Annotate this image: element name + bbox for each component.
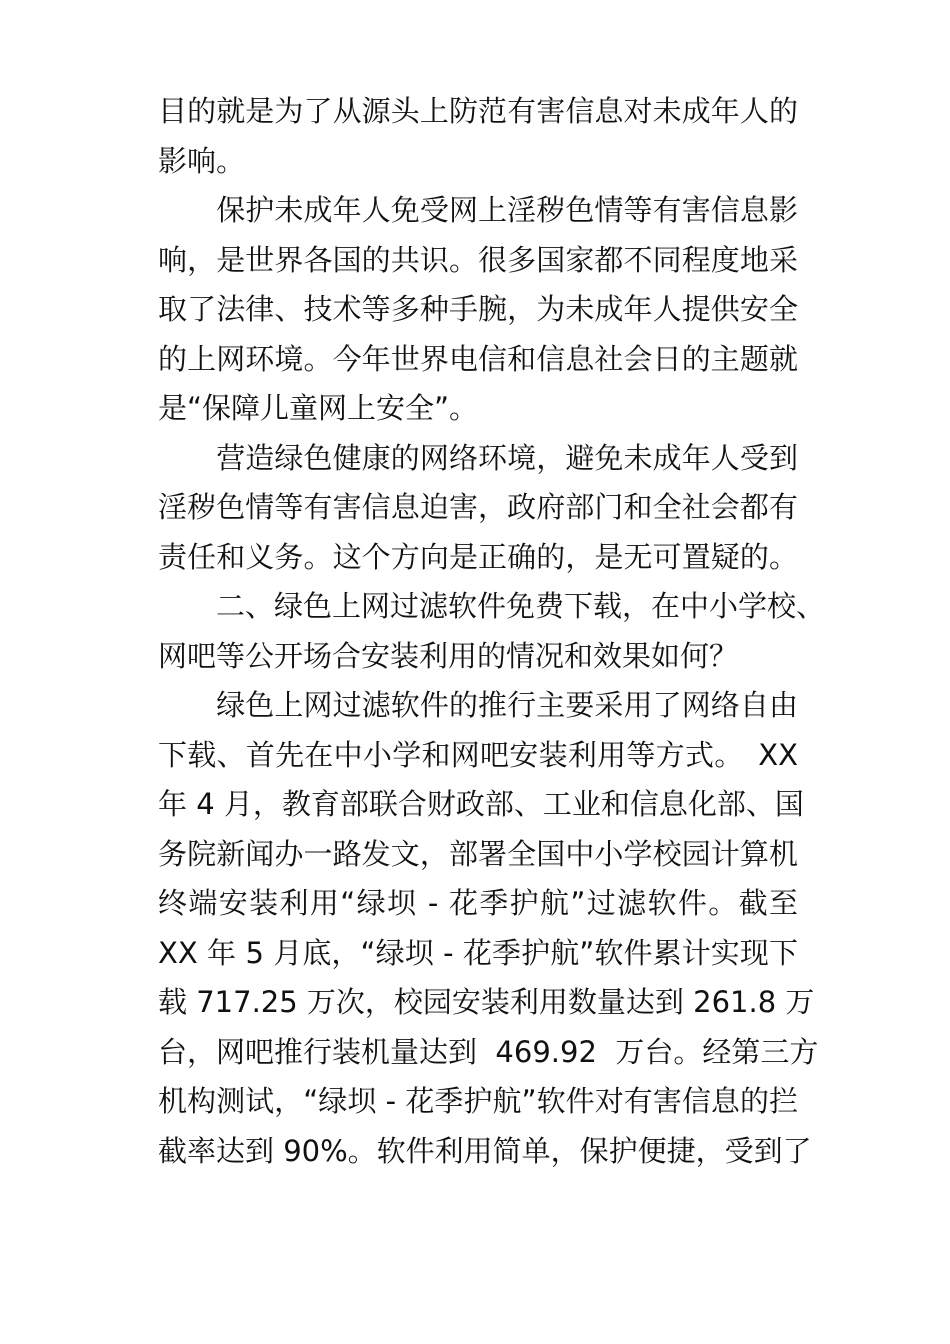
text-line: 的上网环境。今年世界电信和信息社会日的主题就	[158, 341, 798, 376]
text-line: 网吧等公开场合安装利用的情况和效果如何？	[158, 638, 739, 673]
text-line: 载 717.25 万次，校园安装利用数量达到 261.8 万	[158, 985, 815, 1019]
text-line: 淫秽色情等有害信息迫害，政府部门和全社会都有	[158, 490, 798, 524]
text-line: 机构测试，“绿坝 - 花季护航”软件对有害信息的拦	[158, 1084, 798, 1118]
text-line: 目的就是为了从源头上防范有害信息对未成年人的	[158, 94, 798, 128]
text-line: 响，是世界各国的共识。很多国家都不同程度地采	[158, 242, 798, 277]
text-line: 取了法律、技术等多种手腕，为未成年人提供安全	[158, 292, 798, 326]
text-line: 二、绿色上网过滤软件免费下载，在中小学校、	[158, 589, 826, 623]
text-line: 年 4 月，教育部联合财政部、工业和信息化部、国	[158, 787, 804, 821]
text-line: 台，网吧推行装机量达到 469.92 万台。经第三方	[158, 1034, 819, 1069]
text-line: 营造绿色健康的网络环境，避免未成年人受到	[158, 440, 798, 475]
text-line: 责任和义务。这个方向是正确的，是无可置疑的。	[158, 539, 798, 574]
text-line: 终端安装利用“绿坝 - 花季护航”过滤软件。截至	[158, 886, 798, 920]
text-line: 截率达到 90%。软件利用简单，保护便捷，受到了	[158, 1133, 812, 1168]
text-line: XX 年 5 月底，“绿坝 - 花季护航”软件累计实现下	[158, 935, 798, 970]
text-line: 下载、首先在中小学和网吧安装利用等方式。 XX	[158, 737, 798, 772]
text-line: 绿色上网过滤软件的推行主要采用了网络自由	[158, 688, 798, 722]
document-body	[158, 87, 826, 1176]
text-line: 保护未成年人免受网上淫秽色情等有害信息影	[158, 193, 798, 227]
text-line: 是“保障儿童网上安全”。	[158, 391, 479, 425]
text-line: 务院新闻办一路发文，部署全国中小学校园计算机	[158, 836, 798, 871]
text-line: 影响。	[158, 143, 246, 178]
